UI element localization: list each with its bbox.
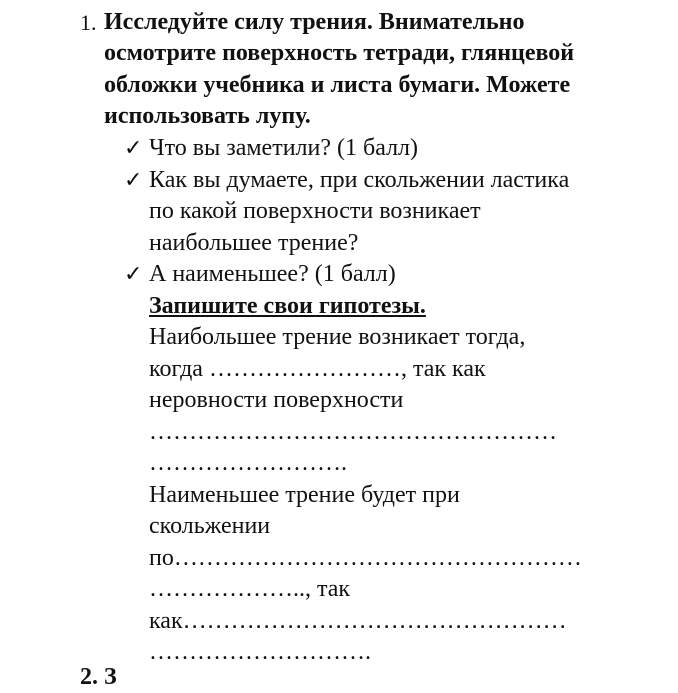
checkmark-icon: ✓: [124, 136, 143, 161]
task-heading-line: использовать лупу.: [104, 103, 311, 129]
hypotheses-title: Запишите свои гипотезы.: [149, 293, 426, 319]
hypothesis-line: скольжении: [149, 513, 271, 539]
task-number: 1.: [80, 10, 97, 35]
task-heading-line: Исследуйте силу трения. Внимательно: [104, 9, 525, 35]
fill-in-blank: …………………….: [149, 450, 347, 476]
hypothesis-line: неровности поверхности: [149, 387, 404, 413]
fill-in-blank: как…………………………………………: [149, 608, 567, 634]
question-line: наибольшее трение?: [149, 230, 359, 256]
fill-in-blank: ……………….., так: [149, 576, 351, 602]
fill-in-blank: ……………………………………………: [149, 419, 557, 445]
question-line: по какой поверхности возникает: [149, 198, 481, 224]
fill-in-blank: ……………………….: [149, 639, 371, 665]
cut-off-text-bottom: 2. З: [80, 664, 117, 690]
question-line: Как вы думаете, при скольжении ластика: [149, 167, 570, 193]
checkmark-icon: ✓: [124, 262, 143, 287]
cut-off-text-top: [318, 0, 330, 4]
hypothesis-line: когда ……………………, так как: [149, 356, 486, 382]
fill-in-blank: по……………………………………………: [149, 545, 582, 571]
task-heading-line: осмотрите поверхность тетради, глянцевой: [104, 40, 575, 66]
checkmark-icon: ✓: [124, 168, 143, 193]
task-heading-line: обложки учебника и листа бумаги. Можете: [104, 72, 571, 98]
question-line: Что вы заметили? (1 балл): [149, 135, 419, 161]
question-line: А наименьшее? (1 балл): [149, 261, 396, 287]
hypothesis-line: Наибольшее трение возникает тогда,: [149, 324, 526, 350]
hypothesis-line: Наименьшее трение будет при: [149, 482, 460, 508]
